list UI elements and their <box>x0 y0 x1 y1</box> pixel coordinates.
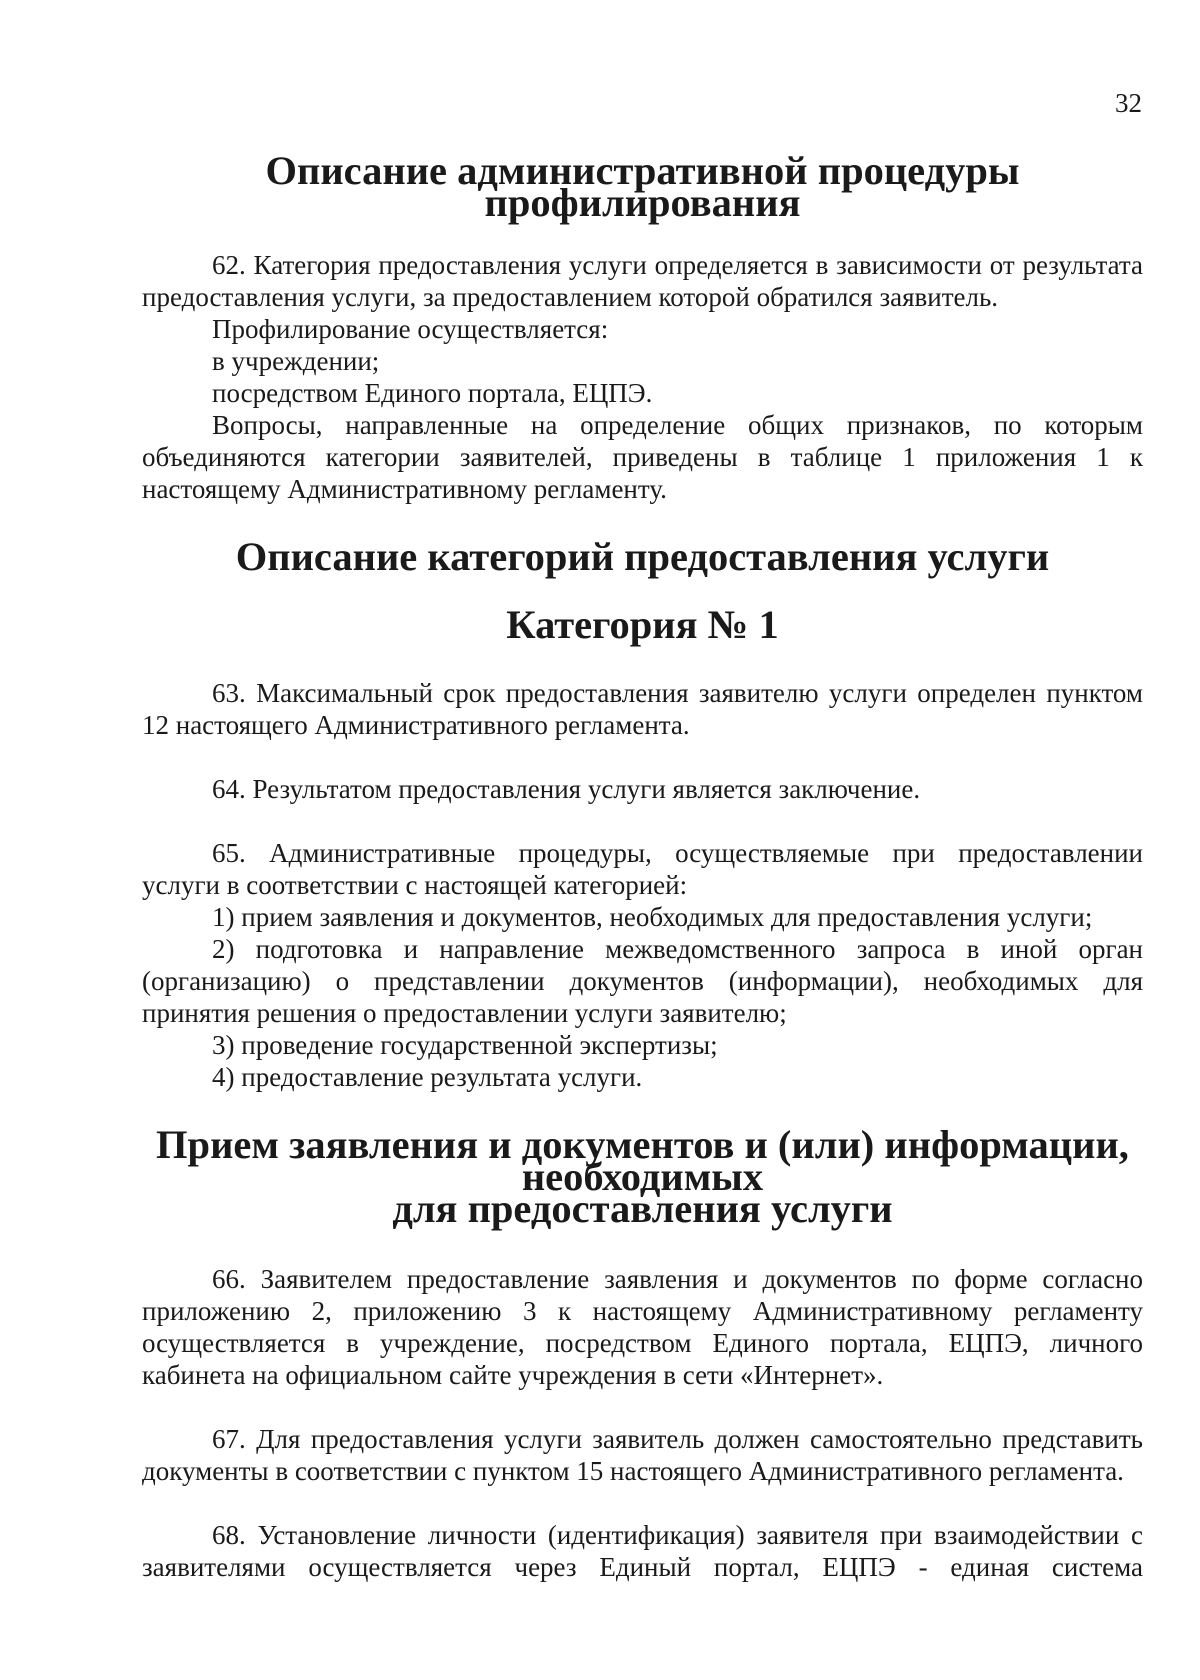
list-item-65-2: 2) подготовка и направление межведомственного запроса в иной орган (организацию) о представлении документов (информации), необходимых для принятия решения о предоставлении услуги заявителю; <box>142 934 1143 1028</box>
list-item-65-3: 3) проведение государственной экспертизы; <box>212 1030 718 1060</box>
paragraph-64: 64. Результатом предоставления услуги является заключение. <box>212 774 921 804</box>
page-number: 32 <box>1115 88 1142 118</box>
list-item-65-4: 4) предоставление результата услуги. <box>212 1062 643 1092</box>
paragraph-62-questions: Вопросы, направленные на определение общих признаков, по которым объединяются категории заявителей, приведены в таблице 1 приложения 1 к настоящему Административному регламенту. <box>142 410 1143 504</box>
paragraph-62: 62. Категория предоставления услуги определяется в зависимости от результата предоставления услуги, за предоставлением которой обратился заявитель. <box>142 250 1143 312</box>
heading-category-1: Категория № 1 <box>506 602 779 647</box>
paragraph-65: 65. Административные процедуры, осуществляемые при предоставлении услуги в соответствии с настоящей категорией: <box>142 838 1143 900</box>
list-item-65-1: 1) прием заявления и документов, необходимых для предоставления услуги; <box>212 902 1093 932</box>
heading-application-intake-line1: Прием заявления и документов и (или) информации, необходимых <box>156 1122 1129 1199</box>
heading-application-intake-line2: для предоставления услуги <box>392 1186 893 1231</box>
paragraph-62-portal: посредством Единого портала, ЕЦПЭ. <box>212 378 653 408</box>
heading-categories: Описание категорий предоставления услуги <box>235 534 1050 579</box>
paragraph-68: 68. Установление личности (идентификация) заявителя при взаимодействии с заявителями осуществляется через Единый портал, ЕЦПЭ - единая система <box>142 1520 1143 1582</box>
document-body <box>142 148 1143 1583</box>
paragraph-62-institution: в учреждении; <box>212 346 380 376</box>
heading-application-intake <box>142 1122 1143 1231</box>
paragraph-62-profiling: Профилирование осуществляется: <box>212 314 609 344</box>
paragraph-66: 66. Заявителем предоставление заявления и документов по форме согласно приложению 2, приложению 3 к настоящему Административному регламенту осуществляется в учреждение, посредством Единого портала, ЕЦПЭ, личного кабинета на официальном сайте учреждения в сети «Интернет». <box>142 1264 1143 1390</box>
paragraph-63: 63. Максимальный срок предоставления заявителю услуги определен пунктом 12 настоящего Административного регламента. <box>142 678 1143 740</box>
paragraph-67: 67. Для предоставления услуги заявитель должен самостоятельно представить документы в соответствии с пунктом 15 настоящего Административного регламента. <box>142 1424 1143 1486</box>
heading-profiling-procedure: Описание административной процедуры профилирования <box>265 148 1020 225</box>
